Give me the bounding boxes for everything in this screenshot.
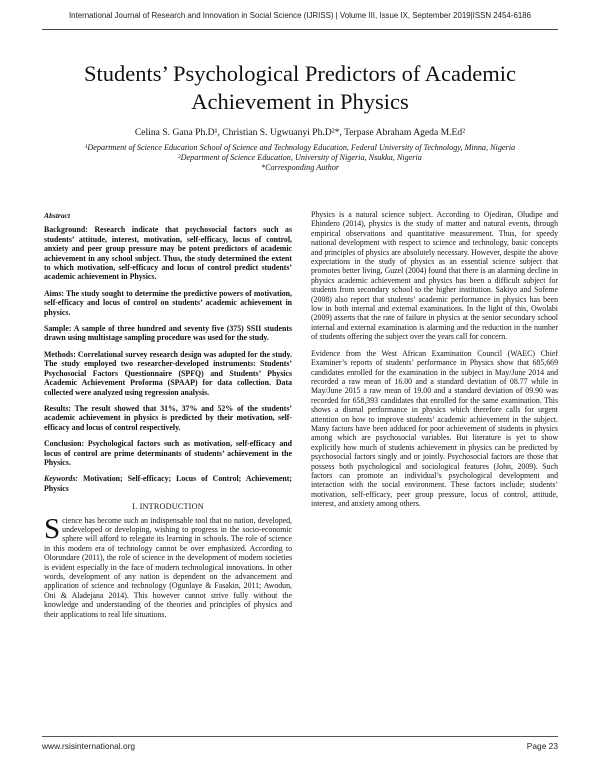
abstract-background: Background: Research indicate that psychosocial factors such as students’ attitude, interest, motivation, self-efficacy, locus of control, anxiety and peer group pressure may be potent predictors of academic achievement in any school subject. Thus, the study determined the extent to which motivation, self-efficacy and locus of control predict students’ academic achievement in Physics. (44, 225, 292, 282)
abstract-sample: Sample: A sample of three hundred and seventy five (375) SSII students drawn using multistage sampling procedure was used for the study. (44, 324, 292, 343)
intro-paragraph-1 (44, 512, 292, 619)
intro-paragraph-1-text: cience has become such an indispensable tool that no nation, developed, undeveloped or developing, wishing to progress in the socio-economic sphere will afford to relegate its learning in schools. The role of science in this modern era of technology cannot be over emphasized. According to Olorundare (2011), the role of science in the development of modern societies is evident especially in the face of modern technological innovations. In other words, development of any nation is dependent on the advancement and application of science and technology (Ogunlaye & Fasakin, 2011; Awodun, Oni & Aladejana 2014). This however cannot strive fully without the knowledge and understanding of the theories and principles of physics and their applications to real life situations. (44, 515, 292, 619)
intro-paragraph-3: Evidence from the West African Examination Council (WAEC) Chief Examiner’s reports of students’ performance in Physics show that 685,669 candidates enrolled for the examination in the subject in May/June 2014 and recorded a raw mean of 16.00 and a standard deviation of 08.77 while in May/June 2015 a raw mean of 19.00 and a standard deviation of 09.90 was recorded for 658,393 candidates that enrolled for the same examination. This shows a dismal performance in physics which therefore calls for urgent attention on how to improve students’ academic achievement in the subject. Many factors have been adduced for poor achievement of students in physics among which are psychosocial variables. But literature is yet to show explicitly how much of students achievement in physics can be predicted by psychosocial factors singly and or jointly. Psychosocial factors are those that possess both psychological and sociological features (John, 2009). Such factors can promote an individual’s psychological development and interaction with the social environment. These factors include; students’ motivation, self-efficacy, peer group pressure, locus of control, attitude, interest, and anxiety among others. (311, 348, 558, 509)
right-column (311, 210, 558, 516)
abstract-conclusion: Conclusion: Psychological factors such as motivation, self-efficacy and locus of control are prime determinants of students’ achievement in the Physics. (44, 439, 292, 467)
affiliations (40, 143, 560, 173)
author-list: Celina S. Gana Ph.D¹, Christian S. Ugwuanyi Ph.D²*, Terpase Abraham Ageda M.Ed² (134, 127, 466, 138)
corresponding-author-note: *Corresponding Author (260, 163, 340, 172)
abstract-methods: Methods: Correlational survey research design was adopted for the study. The study employed two researcher-developed instruments: Students’ Psychosocial Factors Questionnaire (SPFQ) and Students’ Physics Academic Achievement Proforma (SPAAP) for data collection. Data collected were analyzed using regression analysis. (44, 349, 292, 397)
abstract-results: Results: The result showed that 31%, 37% and 52% of the students’ academic achievement in physics is predicted by their motivation, self-efficacy and locus of control respectively. (44, 403, 292, 432)
affiliation-1: ¹Department of Science Education School of Science and Technology Education, Federal University of Technology, Minna, Nigeria (84, 143, 516, 152)
keywords-text: Motivation; Self-efficacy; Locus of Control; Achievement; Physics (44, 474, 292, 493)
footer-divider (42, 736, 558, 737)
left-column (44, 211, 292, 626)
header-divider (42, 29, 558, 30)
intro-paragraph-2: Physics is a natural science subject. According to Ojediran, Oludipe and Ehindero (2014), physics is the study of matter and natural events, through empirical observations and quantitative measurement. Thus, for speedy national development with respect to science and technology, basic concepts and principles of physics are absolutely necessary. However, despite the above expectations in the study of physics as an essential science subject that promotes better living, Guzel (2004) found that there is an alarming decline in physics academic achievement and physics has been a difficult subject for students from secondary school to the higher institution. Sakiyo and Sofeme (2008) also report that students’ academic performance in physics has been low in both internal and external examinations. In the light of this, Owolabi (2009) asserts that the rate of failure in physics at the senior secondary school internal and external examination is alarming and the reduction in the number of students offering the subject over the years call for concern. (311, 210, 558, 342)
affiliation-2: ²Department of Science Education, University of Nigeria, Nsukka, Nigeria (178, 153, 422, 162)
page-number: Page 23 (526, 741, 558, 751)
drop-cap: S (44, 512, 61, 545)
paper-title: Students’ Psychological Predictors of Academic Achievement in Physics (84, 61, 516, 114)
keywords-label: Keywords: (44, 474, 78, 484)
abstract-heading: Abstract (44, 211, 71, 220)
keywords (44, 474, 292, 493)
section-heading-introduction: I. INTRODUCTION (132, 502, 204, 512)
footer-url: www.rsisinternational.org (42, 741, 136, 751)
abstract-aims: Aims: The study sought to determine the predictive powers of motivation, self-efficacy and locus of control on students’ academic achievement in physics. (44, 288, 292, 317)
journal-header: International Journal of Research and Innovation in Social Science (IJRISS) | Volume III, Issue IX, September 2019|ISSN 2454-6186 (68, 11, 532, 20)
